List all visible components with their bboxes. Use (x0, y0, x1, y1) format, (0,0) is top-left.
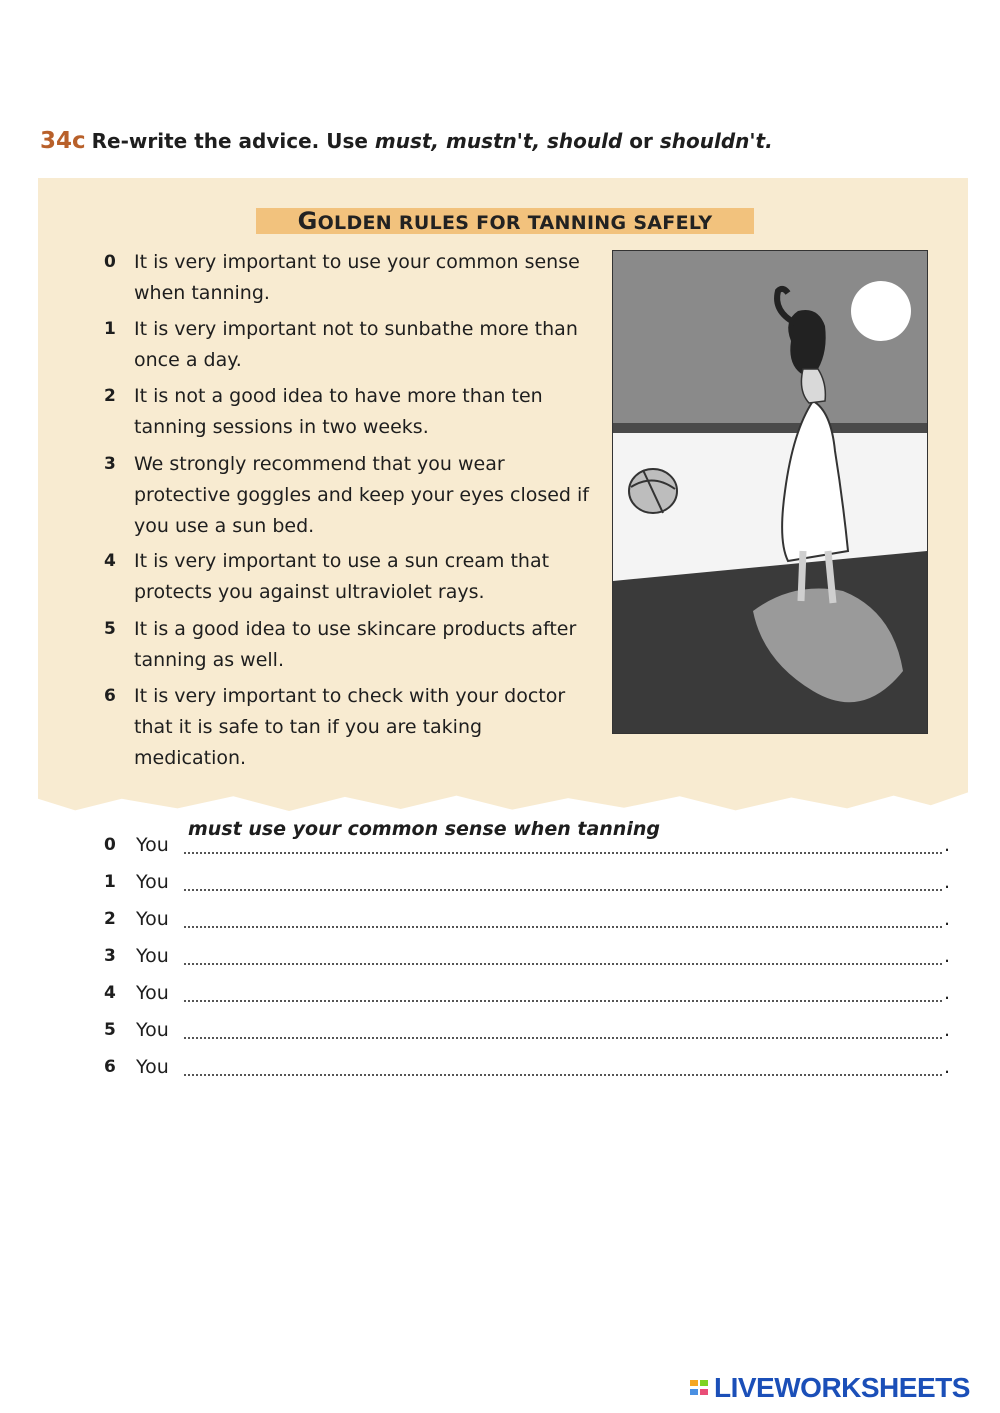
answer-field[interactable] (184, 926, 942, 928)
logo-mark-icon (690, 1380, 710, 1396)
rule-item: 0 It is very important to use your common sense when tanning. (104, 251, 580, 304)
answer-field[interactable] (184, 1074, 942, 1076)
answer-field[interactable] (184, 1037, 942, 1039)
answer-row: 4 You . (104, 982, 950, 1004)
card-title: GOLDEN RULES FOR TANNING SAFELY (256, 208, 754, 234)
rule-item: 2 It is not a good idea to have more than ten tanning sessions in two weeks. (104, 385, 543, 438)
answer-value: must use your common sense when tanning (188, 818, 660, 840)
answer-row: 5 You . (104, 1019, 950, 1041)
modal-should: should (547, 129, 623, 153)
rule-item: 3 We strongly recommend that you wear protective goggles and keep your eyes closed if you use a sun bed. (104, 453, 589, 537)
answer-row: 2 You . (104, 908, 950, 930)
rule-item: 1 It is very important not to sunbathe more than once a day. (104, 318, 578, 371)
answer-row: 6 You . (104, 1056, 950, 1078)
answer-field[interactable] (184, 1000, 942, 1002)
answer-field[interactable] (184, 852, 942, 854)
answer-row: 3 You . (104, 945, 950, 967)
rule-item: 6 It is very important to check with your doctor that it is safe to tan if you are taking medication. (104, 685, 566, 769)
modal-shouldnt: shouldn't. (659, 129, 773, 153)
logo-text: LIVEWORKSHEETS (714, 1372, 970, 1403)
exercise-number: 34c (40, 128, 86, 154)
answer-field[interactable] (184, 889, 942, 891)
instruction-or: or (629, 129, 653, 153)
exercise-heading (40, 128, 773, 154)
rule-item: 4 It is very important to use a sun cream that protects you against ultraviolet rays. (104, 550, 550, 603)
modal-must: must, (374, 129, 440, 153)
rule-item: 5 It is a good idea to use skincare products after tanning as well. (104, 618, 577, 671)
answer-row: 1 You . (104, 871, 950, 893)
answer-field[interactable] (184, 963, 942, 965)
instruction-text: Re-write the advice. Use (91, 129, 375, 153)
answer-row: 0 You must use your common sense when tanning . (104, 818, 950, 856)
beach-illustration (612, 250, 928, 734)
modal-mustnt: mustn't, (445, 129, 541, 153)
